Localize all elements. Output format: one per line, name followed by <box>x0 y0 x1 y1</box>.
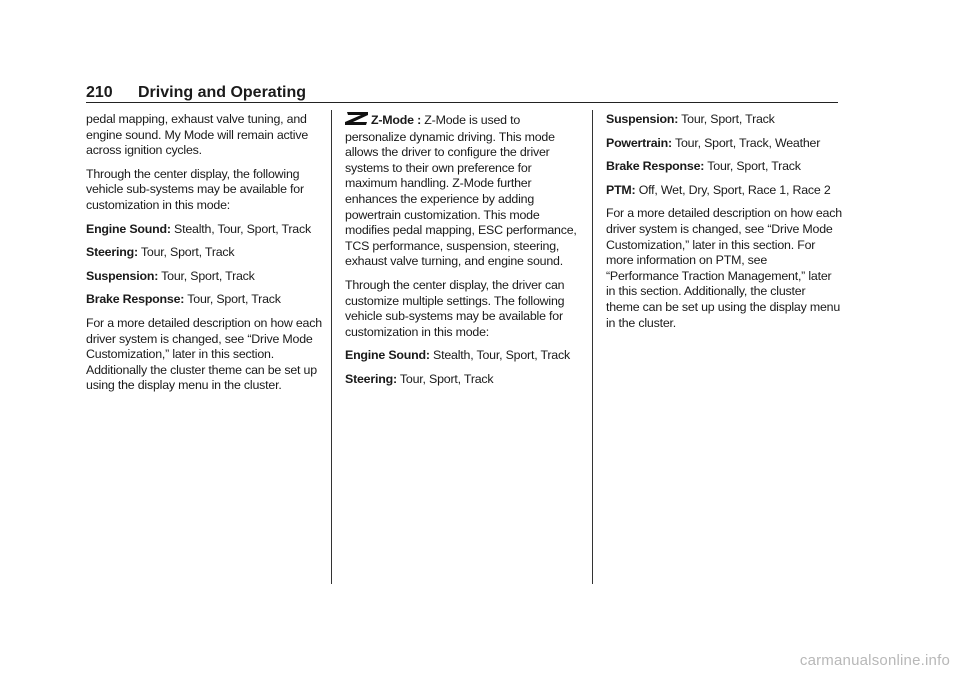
setting-options: Tour, Sport, Track, Weather <box>671 135 821 150</box>
paragraph: pedal mapping, exhaust valve tuning, and engine sound. My Mode will remain active across ignition cycles. <box>86 112 309 158</box>
zmode-label: Z-Mode <box>371 113 414 127</box>
header-rule <box>86 102 838 103</box>
setting-item <box>606 112 842 128</box>
section-title: Driving and Operating <box>138 84 307 101</box>
paragraph: For a more detailed description on how each driver system is changed, see “Drive Mode Customization,” later in this section. For more information on PTM, see “Performance Traction Management,” later in this section. Additionally, the cluster theme can be set up using the display menu in the cluster. <box>606 206 842 330</box>
setting-item <box>345 348 581 364</box>
setting-label: Engine Sound: <box>86 221 171 236</box>
setting-item <box>86 269 322 285</box>
setting-item <box>86 222 322 238</box>
setting-item <box>86 292 322 308</box>
column-1 <box>86 112 322 402</box>
column-2 <box>345 112 581 396</box>
zmode-paragraph <box>345 112 581 270</box>
z-mode-icon <box>345 112 369 130</box>
paragraph: For a more detailed description on how each driver system is changed, see “Drive Mode Customization,” later in this section. Additionally the cluster theme can be set up using the display menu in the cluster. <box>86 315 322 393</box>
setting-item <box>606 136 842 152</box>
setting-label: Brake Response: <box>86 292 185 307</box>
zmode-colon: : <box>413 113 425 127</box>
setting-options: Tour, Sport, Track <box>158 268 255 283</box>
setting-options: Tour, Sport, Track <box>678 112 775 126</box>
column-divider-1 <box>331 110 332 584</box>
column-divider-2 <box>592 110 593 584</box>
setting-options: Stealth, Tour, Sport, Track <box>429 348 570 363</box>
setting-label: Steering: <box>345 371 397 386</box>
setting-label: Engine Sound: <box>345 348 430 363</box>
page-number: 210 <box>86 84 113 101</box>
setting-label: Suspension: <box>86 268 159 283</box>
setting-label: PTM: <box>606 182 636 197</box>
setting-options: Tour, Sport, Track <box>137 245 235 260</box>
setting-item <box>86 245 322 261</box>
setting-label: Steering: <box>86 245 138 260</box>
setting-item <box>345 372 581 388</box>
column-3 <box>606 112 842 339</box>
setting-label: Brake Response: <box>606 159 705 174</box>
paragraph: Through the center display, the driver can customize multiple settings. The following vehicle sub-systems may be available for customization in this mode: <box>345 277 565 339</box>
zmode-description: Z-Mode is used to personalize dynamic driving. This mode allows the driver to configure the driver systems to their own preference for maximum handling. Z-Mode further enhances the experience by adding powertrain customization. This mode modifies pedal mapping, ESC performance, TCS performance, suspension, steering, exhaust valve turning, and engine sound. <box>345 113 577 269</box>
setting-options: Tour, Sport, Track <box>396 371 494 386</box>
setting-label: Suspension: <box>606 112 679 126</box>
setting-options: Tour, Sport, Track <box>704 159 801 174</box>
watermark: carmanualsonline.info <box>799 652 950 669</box>
setting-options: Off, Wet, Dry, Sport, Race 1, Race 2 <box>635 182 831 197</box>
setting-options: Tour, Sport, Track <box>184 292 281 307</box>
paragraph: Through the center display, the following vehicle sub-systems may be available for customization in this mode: <box>86 166 304 212</box>
page-header <box>86 84 838 102</box>
setting-item <box>606 183 842 199</box>
setting-options: Stealth, Tour, Sport, Track <box>170 221 311 236</box>
setting-item <box>606 159 842 175</box>
setting-label: Powertrain: <box>606 135 672 150</box>
